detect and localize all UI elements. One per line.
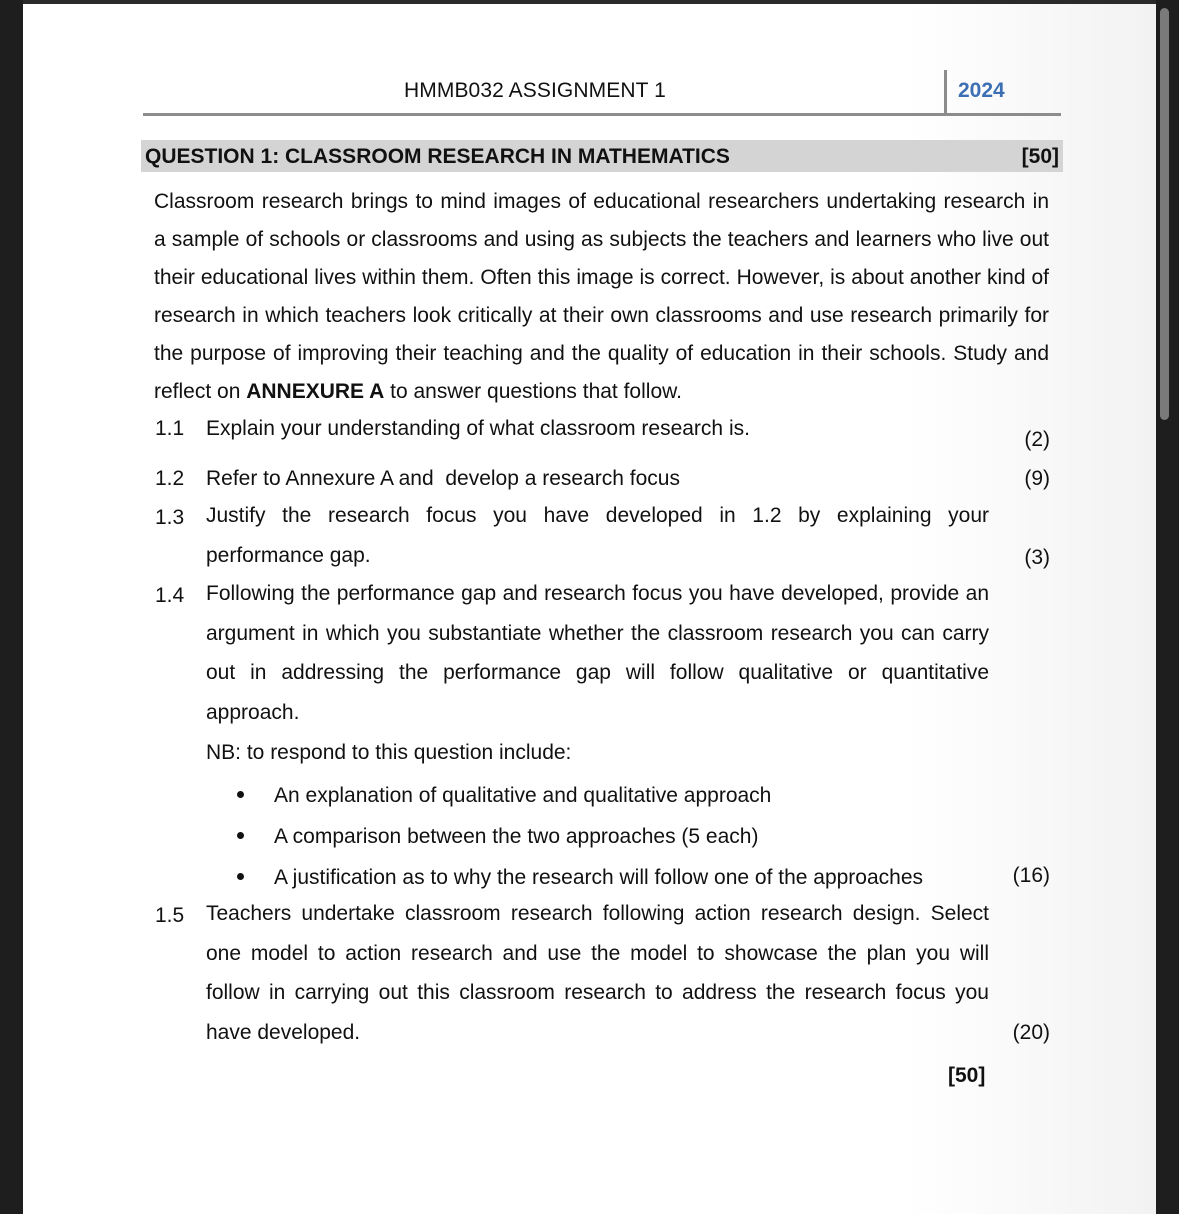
assignment-title: HMMB032 ASSIGNMENT 1: [404, 79, 666, 102]
bullet-text: A justification as to why the research will follow one of the approaches: [274, 866, 924, 889]
intro-text-before: Classroom research brings to mind images of educational researchers undertaking research in a sample of schools or classrooms and using as subjects the teachers and learners who live out their educational lives within them. Often this image is correct. However, is about another kind of research in which teachers look critically at their own classrooms and use research primarily for the purpose of improving their teaching and the quality of education in their schools. Study and reflect on: [154, 190, 1049, 403]
assignment-year: 2024: [958, 79, 1005, 102]
annexure-reference: ANNEXURE A: [246, 380, 385, 403]
item-number-1-1: 1.1: [155, 417, 185, 440]
question-marks: [50]: [1021, 145, 1059, 168]
question-title: QUESTION 1: CLASSROOM RESEARCH IN MATHEMATICS: [145, 145, 730, 168]
item-marks-1-1: (2): [1024, 428, 1050, 451]
item-number-1-3: 1.3: [155, 506, 185, 529]
page-header: [143, 70, 1061, 114]
item-number-1-2: 1.2: [155, 467, 185, 490]
intro-text-after: to answer questions that follow.: [384, 380, 682, 403]
item-marks-1-2: (9): [1024, 467, 1050, 490]
item-number-1-5: 1.5: [155, 904, 185, 927]
item-text-1-2: Refer to Annexure A and develop a research focus: [206, 467, 680, 490]
item-text-1-4: Following the performance gap and research focus you have developed, provide an argument in which you substantiate whether the classroom research you can carry out in addressing the performance gap will follow qualitative or quantitative approach.: [206, 582, 989, 724]
bullet-icon: [237, 791, 244, 798]
document-page: [23, 4, 1156, 1214]
bullet-text: A comparison between the two approaches (5 each): [274, 825, 759, 848]
bullet-text: An explanation of qualitative and qualitative approach: [274, 784, 772, 807]
bullet-icon: [237, 873, 244, 880]
item-marks-1-4: (16): [1012, 864, 1050, 887]
question-intro: [154, 183, 1049, 411]
header-rule: [143, 113, 1061, 116]
bullet-list-1-4: [237, 777, 997, 900]
item-marks-1-5: (20): [1012, 1021, 1050, 1044]
item-note-1-4: NB: to respond to this question include:: [206, 741, 572, 764]
item-text-1-3: Justify the research focus you have developed in 1.2 by explaining your performance gap.: [206, 504, 989, 567]
item-marks-1-3: (3): [1024, 546, 1050, 569]
list-item: [237, 777, 997, 818]
question-total: [50]: [948, 1064, 986, 1087]
question-banner: [141, 140, 1063, 172]
item-text-1-1: Explain your understanding of what classroom research is.: [206, 417, 750, 440]
header-divider: [944, 70, 947, 114]
bullet-icon: [237, 832, 244, 839]
item-text-1-5: Teachers undertake classroom research following action research design. Select one model to action research and use the model to showcase the plan you will follow in carrying out this classroom research to address the research focus you have developed.: [206, 902, 989, 1044]
list-item: [237, 818, 997, 859]
item-number-1-4: 1.4: [155, 584, 185, 607]
scrollbar-thumb[interactable]: [1160, 8, 1169, 420]
